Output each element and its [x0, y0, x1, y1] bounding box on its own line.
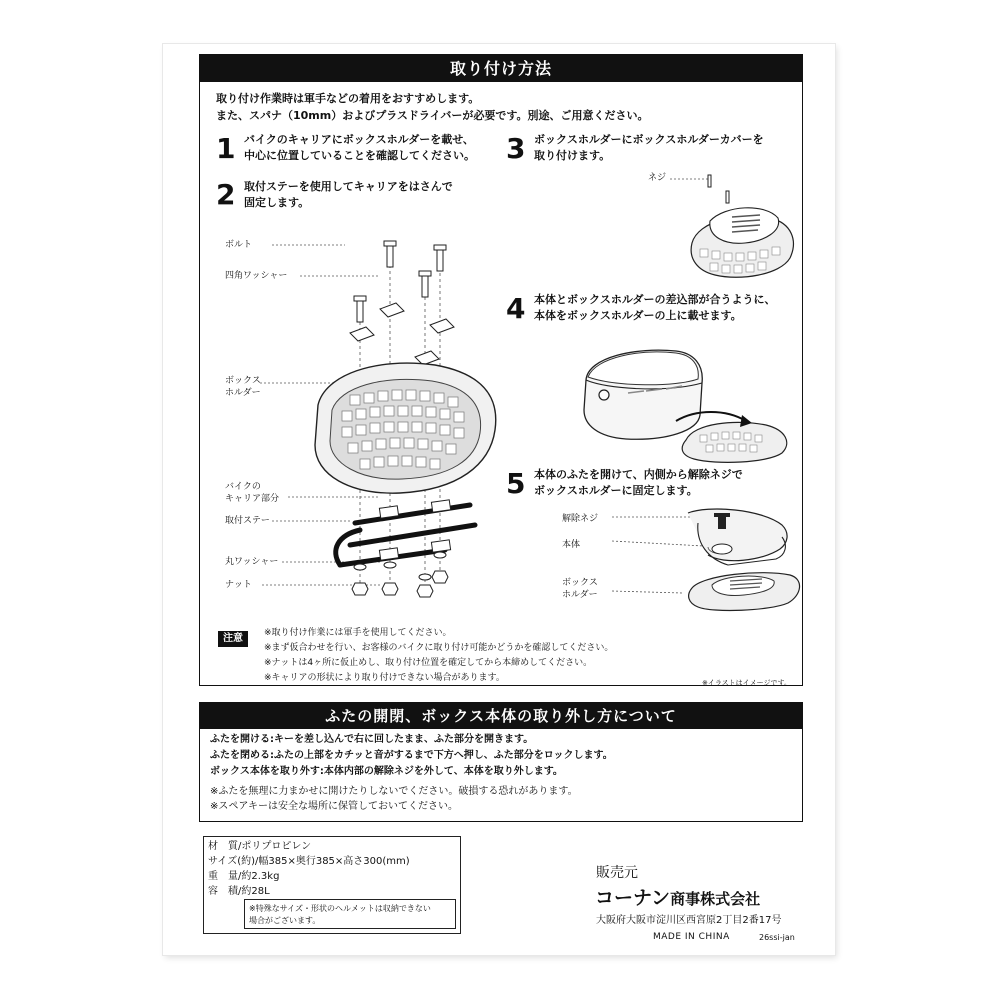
open-close-section: [199, 702, 803, 822]
made-in: MADE IN CHINA: [653, 932, 730, 942]
step-3-line-1: ボックスホルダーにボックスホルダーカバーを: [534, 133, 764, 146]
step-3-number: 3: [506, 132, 526, 165]
label-box-holder-step5-2: ホルダー: [562, 590, 598, 600]
step-1-line-2: 中心に位置していることを確認してください。: [244, 149, 475, 162]
label-box-holder-1: ボックス: [225, 376, 261, 386]
label-carrier-1: バイクの: [225, 482, 261, 492]
caution-line-1: ※取り付け作業には軍手を使用してください。: [264, 628, 452, 638]
step-4-line-1: 本体とボックスホルダーの差込部が合うように、: [534, 293, 776, 306]
step-5-release-illustration: [612, 503, 802, 615]
caution-badge: 注意: [218, 631, 248, 647]
caution-line-2: ※まず仮合わせを行い、お客様のバイクに取り付け可能かどうかを確認してください。: [264, 643, 614, 653]
step-4-box-illustration: [576, 335, 796, 465]
label-carrier-2: キャリア部分: [225, 494, 280, 504]
helmet-note-line-1: ※特殊なサイズ・形状のヘルメットは収納できない: [249, 904, 431, 913]
label-release-screw: 解除ネジ: [562, 514, 599, 524]
step-2-line-1: 取付ステーを使用してキャリアをはさんで: [244, 180, 453, 193]
step-1-number: 1: [216, 132, 236, 165]
instruction-sheet: [163, 44, 835, 955]
image-note: ※イラストはイメージです。: [702, 679, 791, 687]
step-2-exploded-illustration: [200, 205, 500, 605]
spec-material: 材 質/ポリプロピレン: [208, 841, 312, 852]
label-bolt: ボルト: [225, 240, 253, 250]
label-body: 本体: [562, 540, 581, 550]
label-screw: ネジ: [648, 173, 667, 183]
step-4-line-2: 本体をボックスホルダーの上に載せます。: [534, 309, 742, 322]
company-brand: コーナン: [595, 887, 671, 909]
spec-size: サイズ(約)/幅385×奥行385×高さ300(mm): [208, 856, 410, 867]
step-1-line-1: バイクのキャリアにボックスホルダーを載せ、: [244, 133, 474, 146]
caution-line-3: ※ナットは4ヶ所に仮止めし、取り付け位置を確定してから本締めしてください。: [264, 658, 593, 668]
caution-line-4: ※キャリアの形状により取り付けできない場合があります。: [264, 673, 505, 683]
label-nut: ナット: [225, 580, 252, 590]
seller-label: 販売元: [596, 865, 638, 881]
label-stay: 取付ステー: [225, 516, 270, 526]
install-title: 取り付け方法: [200, 55, 802, 82]
company-name: [595, 886, 760, 911]
open-close-title: ふたの開閉、ボックス本体の取り外し方について: [200, 703, 802, 729]
open-close-line-2: ふたを閉める:ふたの上部をカチッと音がするまで下方へ押し、ふた部分をロックします。: [210, 750, 613, 761]
helmet-note-box: [244, 899, 456, 929]
specs-box: [203, 836, 461, 934]
open-close-line-3: ボックス本体を取り外す:本体内部の解除ネジを外して、本体を取り外します。: [210, 766, 563, 777]
open-close-note-2: ※スペアキーは安全な場所に保管しておいてください。: [210, 801, 458, 812]
step-2-number: 2: [216, 178, 236, 211]
helmet-note-line-2: 場合がございます。: [249, 916, 321, 925]
intro-line-2: また、スパナ（10mm）およびプラスドライバーが必要です。別途、ご用意ください。: [216, 109, 649, 122]
step-5-number: 5: [506, 467, 526, 500]
step-4-number: 4: [506, 292, 526, 325]
label-box-holder-2: ホルダー: [225, 388, 261, 398]
spec-volume: 容 積/約28L: [208, 886, 270, 897]
step-5-line-1: 本体のふたを開けて、内側から解除ネジで: [534, 468, 743, 481]
intro-line-1: 取り付け作業時は軍手などの着用をおすすめします。: [216, 92, 480, 105]
company-address: 大阪府大阪市淀川区西宮原2丁目2番17号: [596, 915, 782, 926]
product-code: 26ssi-jan: [759, 933, 795, 942]
open-close-note-1: ※ふたを無理に力まかせに開けたりしないでください。破損する恐れがあります。: [210, 786, 578, 797]
spec-weight: 重 量/約2.3kg: [208, 871, 280, 882]
install-section: [199, 54, 803, 686]
step-3-cover-illustration: [670, 173, 800, 283]
label-square-washer: 四角ワッシャー: [225, 271, 288, 281]
label-round-washer: 丸ワッシャー: [225, 557, 279, 567]
company-suffix: 商事株式会社: [670, 890, 761, 908]
label-box-holder-step5-1: ボックス: [562, 578, 598, 588]
step-2-line-2: 固定します。: [244, 196, 310, 209]
step-3-line-2: 取り付けます。: [534, 149, 611, 162]
step-5-line-2: ボックスホルダーに固定します。: [534, 484, 698, 497]
open-close-line-1: ふたを開ける:キーを差し込んで右に回したまま、ふた部分を開きます。: [210, 734, 534, 745]
